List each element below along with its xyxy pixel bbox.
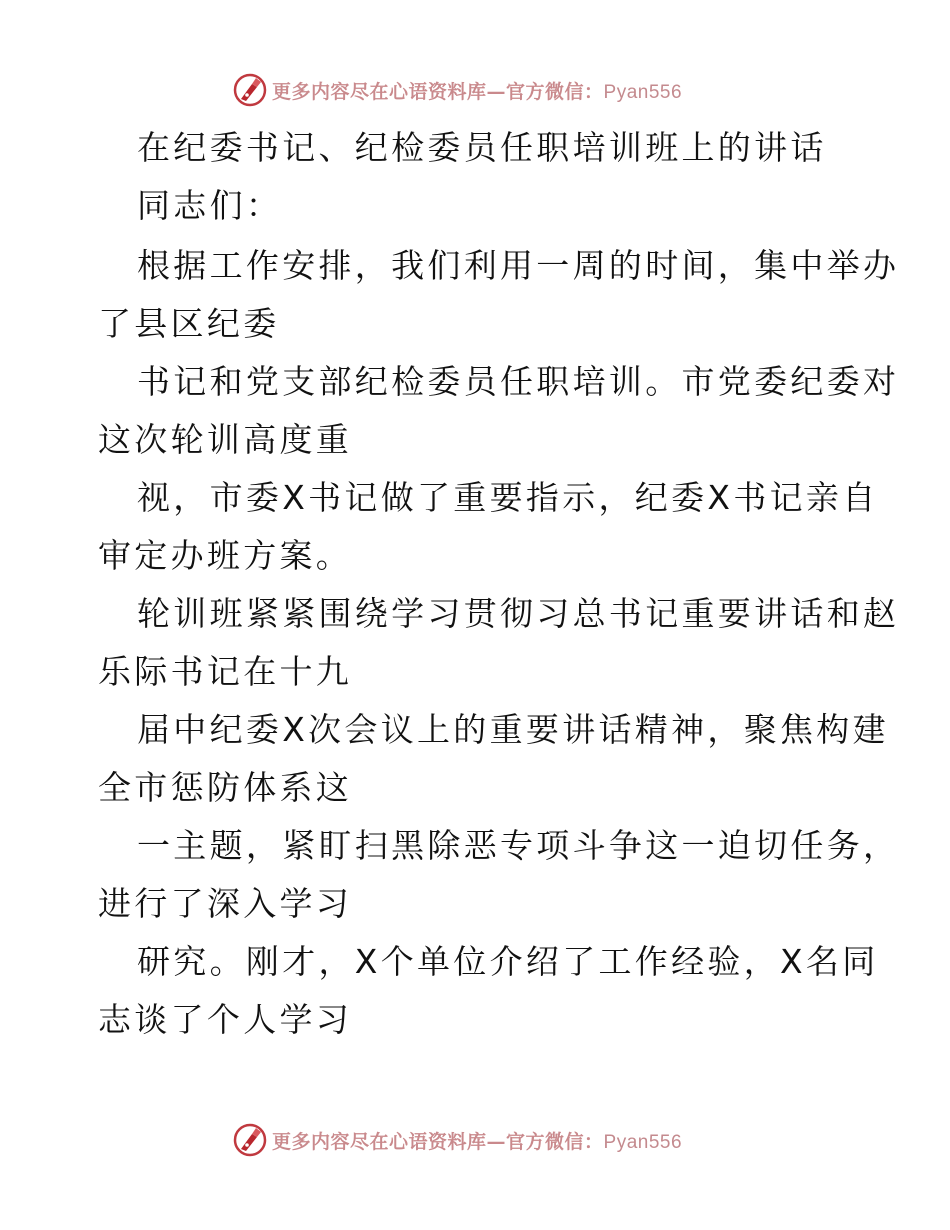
body-line: 书记和党支部纪检委员任职培训。市党委纪委对 bbox=[137, 362, 900, 401]
body-line: 志谈了个人学习 bbox=[98, 1000, 353, 1039]
body-line: 进行了深入学习 bbox=[98, 884, 353, 923]
body-line: 轮训班紧紧围绕学习贯彻习总书记重要讲话和赵 bbox=[137, 594, 900, 633]
watermark-text: 更多内容尽在心语资料库—官方微信：Pyan556 bbox=[272, 80, 683, 103]
document-title: 在纪委书记、纪检委员任职培训班上的讲话 bbox=[137, 128, 827, 167]
body-line: 视，市委X书记做了重要指示，纪委X书记亲自 bbox=[137, 478, 879, 517]
pen-nib-logo-icon bbox=[232, 72, 268, 108]
body-line: 全市惩防体系这 bbox=[98, 768, 353, 807]
body-line: 一主题，紧盯扫黑除恶专项斗争这一迫切任务， bbox=[137, 826, 900, 865]
body-line: 研究。刚才，X个单位介绍了工作经验，X名同 bbox=[137, 942, 879, 981]
body-line: 了县区纪委 bbox=[98, 304, 280, 343]
pen-nib-logo-icon bbox=[232, 1122, 268, 1158]
body-line: 审定办班方案。 bbox=[98, 536, 353, 575]
footer-watermark bbox=[232, 1122, 682, 1158]
body-line: 这次轮训高度重 bbox=[98, 420, 353, 459]
header-watermark bbox=[232, 72, 682, 108]
watermark-text: 更多内容尽在心语资料库—官方微信：Pyan556 bbox=[272, 1130, 683, 1153]
body-line: 根据工作安排，我们利用一周的时间，集中举办 bbox=[137, 246, 900, 285]
body-line: 乐际书记在十九 bbox=[98, 652, 353, 691]
body-line: 届中纪委X次会议上的重要讲话精神，聚焦构建 bbox=[137, 710, 889, 749]
salutation: 同志们： bbox=[137, 186, 283, 225]
